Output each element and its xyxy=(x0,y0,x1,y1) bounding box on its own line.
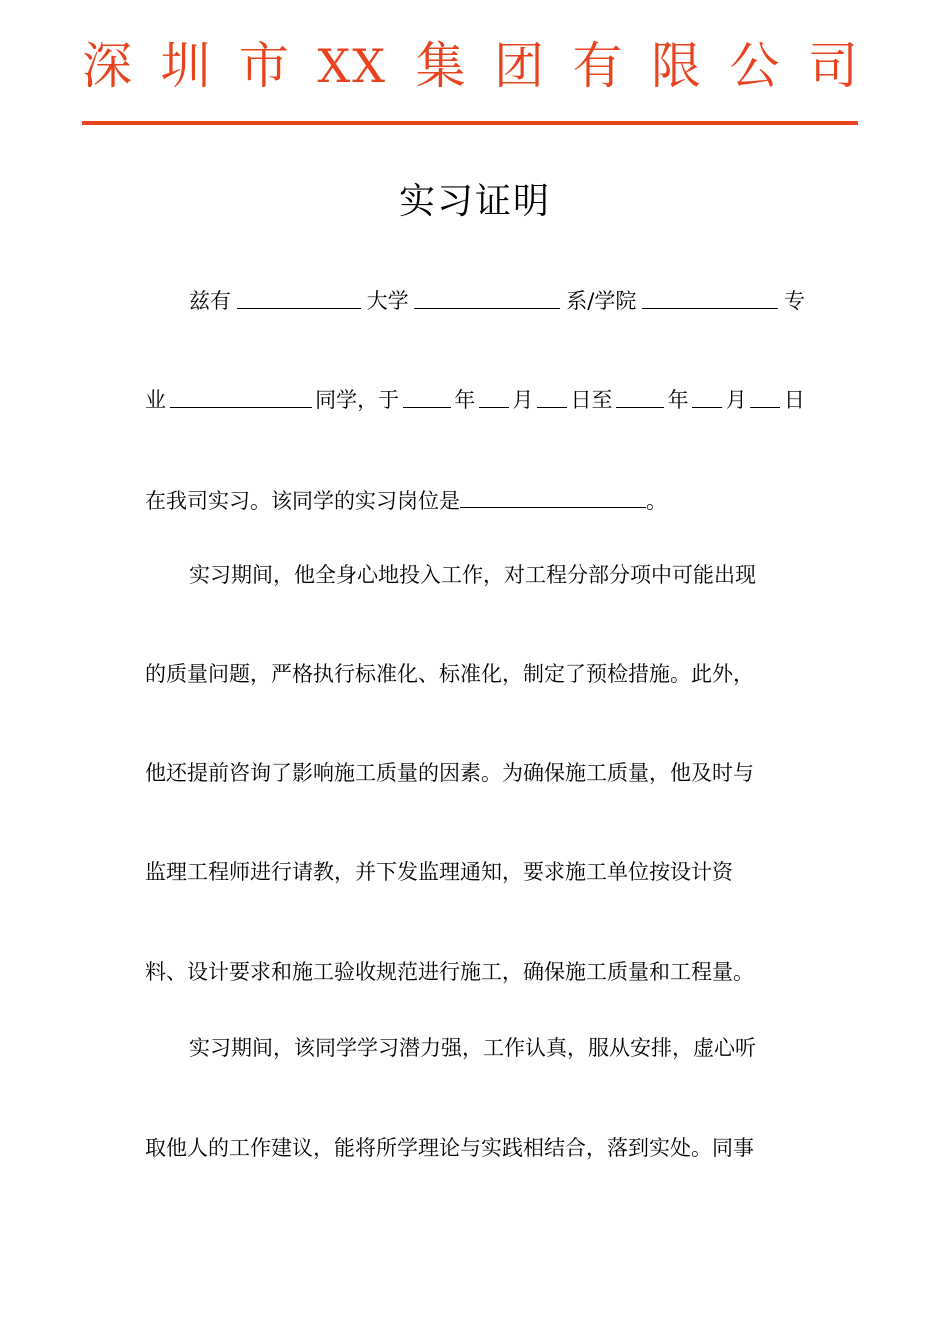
intro-text: 在我司实习。该同学的实习岗位是 xyxy=(145,489,460,513)
body-line: 取他人的工作建议，能将所学理论与实践相结合，落到实处。同事 xyxy=(145,1136,754,1160)
major-blank[interactable] xyxy=(642,286,778,309)
position-blank[interactable] xyxy=(460,485,646,508)
student-name-blank[interactable] xyxy=(170,385,312,408)
intro-text: 大学 xyxy=(366,289,409,313)
body-line: 料、设计要求和施工验收规范进行施工，确保施工质量和工程量。 xyxy=(145,960,754,984)
intro-text: 月 xyxy=(725,388,747,412)
start-month-blank[interactable] xyxy=(479,385,509,408)
document-title: 实习证明 xyxy=(398,181,551,222)
intro-text: 日至 xyxy=(570,388,613,412)
body-line: 他还提前咨询了影响施工质量的因素。为确保施工质量，他及时与 xyxy=(145,761,754,785)
intro-line-3 xyxy=(145,485,805,515)
intro-text: 系/学院 xyxy=(566,289,637,313)
intro-line-1 xyxy=(145,286,805,316)
intro-text: 年 xyxy=(667,388,689,412)
university-blank[interactable] xyxy=(237,286,361,309)
letterhead-char: 司 xyxy=(808,37,858,95)
intro-text: 日 xyxy=(783,388,805,412)
letterhead-char: 市 xyxy=(239,37,289,95)
intro-text: 。 xyxy=(646,489,667,513)
letterhead-char: 深 xyxy=(82,37,132,95)
letterhead-divider xyxy=(82,121,858,125)
letterhead-char: 限 xyxy=(651,37,701,95)
letterhead-char: XX xyxy=(317,39,387,93)
end-day-blank[interactable] xyxy=(750,385,780,408)
letterhead-char: 圳 xyxy=(160,37,211,95)
body-line: 的质量问题，严格执行标准化、标准化，制定了预检措施。此外， xyxy=(145,662,754,686)
department-blank[interactable] xyxy=(414,286,560,309)
letterhead-char: 有 xyxy=(572,37,623,95)
body-line: 实习期间，他全身心地投入工作，对工程分部分项中可能出现 xyxy=(189,563,756,587)
body-line: 实习期间，该同学学习潜力强，工作认真，服从安排，虚心听 xyxy=(189,1036,756,1060)
intro-line-2 xyxy=(145,385,805,415)
intro-text: 同学，于 xyxy=(315,388,400,412)
letterhead-char: 公 xyxy=(729,37,780,95)
intro-text: 兹有 xyxy=(189,289,231,313)
end-month-blank[interactable] xyxy=(692,385,722,408)
start-year-blank[interactable] xyxy=(403,385,451,408)
body-line: 监理工程师进行请教，并下发监理通知，要求施工单位按设计资 xyxy=(145,860,733,884)
intro-text: 年 xyxy=(454,388,476,412)
intro-text: 月 xyxy=(512,388,534,412)
end-year-blank[interactable] xyxy=(616,385,664,408)
letterhead-char: 团 xyxy=(494,37,544,95)
letterhead-char: 集 xyxy=(415,37,466,95)
start-day-blank[interactable] xyxy=(537,385,567,408)
intro-text: 专 xyxy=(783,289,805,313)
company-letterhead xyxy=(82,34,858,98)
intro-text: 业 xyxy=(145,388,166,412)
